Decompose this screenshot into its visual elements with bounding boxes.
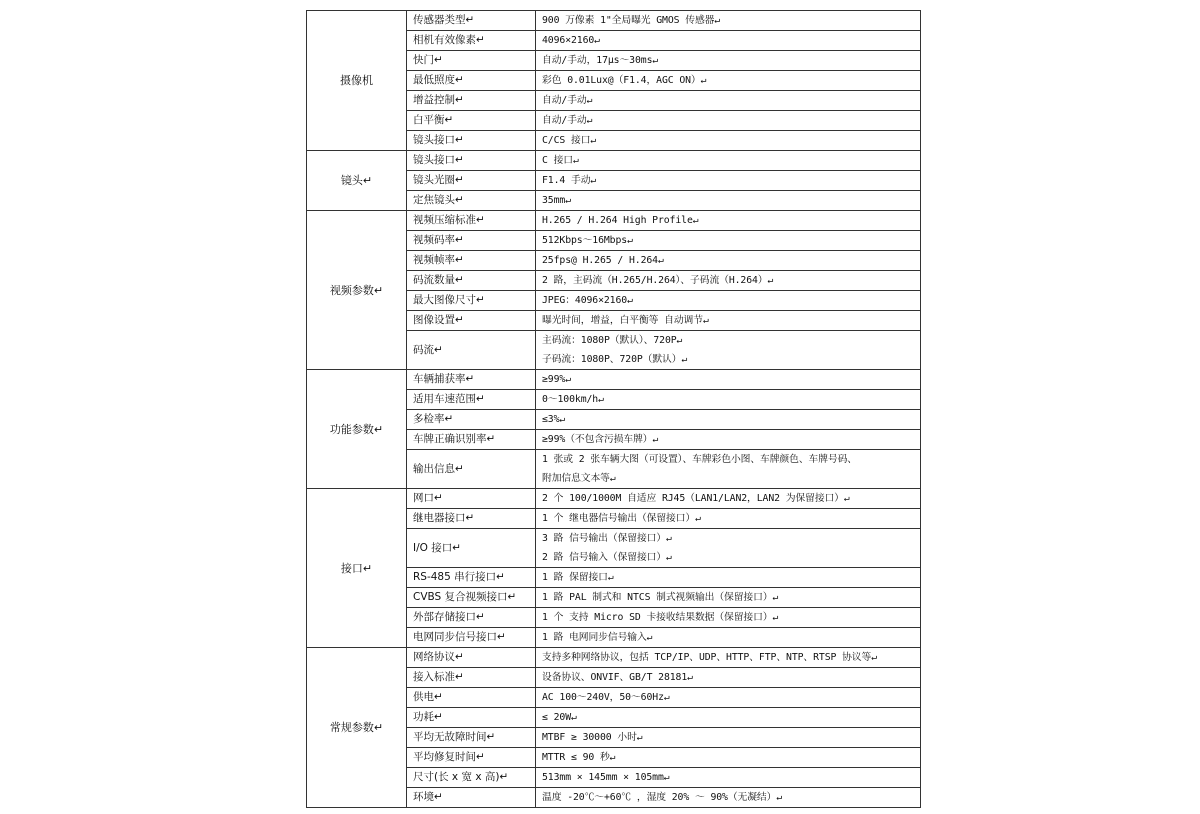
spec-row: [307, 11, 921, 31]
param-value: [536, 788, 921, 808]
param-name: 输出信息↵: [407, 450, 536, 489]
param-value: [536, 51, 921, 71]
spec-table: [306, 10, 921, 808]
param-name: 车辆捕获率↵: [407, 370, 536, 390]
param-value-line: 自动/手动↵: [542, 95, 593, 106]
param-name: 尺寸(长 x 宽 x 高)↵: [407, 768, 536, 788]
param-name: 多检率↵: [407, 410, 536, 430]
param-name: 视频压缩标准↵: [407, 211, 536, 231]
param-value-line: AC 100～240V，50～60Hz↵: [542, 692, 670, 703]
param-value: [536, 11, 921, 31]
param-value: [536, 430, 921, 450]
param-value-line: 3 路 信号输出（保留接口）↵: [542, 533, 672, 544]
param-value: [536, 91, 921, 111]
param-name: 适用车速范围↵: [407, 390, 536, 410]
param-name: 快门↵: [407, 51, 536, 71]
spec-row: [307, 648, 921, 668]
param-value: [536, 748, 921, 768]
param-value: [536, 568, 921, 588]
param-name: 视频码率↵: [407, 231, 536, 251]
param-name: 相机有效像素↵: [407, 31, 536, 51]
param-name: 白平衡↵: [407, 111, 536, 131]
param-name: 车牌正确识别率↵: [407, 430, 536, 450]
param-value-line: MTBF ≥ 30000 小时↵: [542, 732, 643, 743]
param-name: CVBS 复合视频接口↵: [407, 588, 536, 608]
param-value-line: ≤3%↵: [542, 414, 566, 425]
param-name: 镜头接口↵: [407, 131, 536, 151]
param-value: [536, 211, 921, 231]
param-value-line: 支持多种网络协议，包括 TCP/IP、UDP、HTTP、FTP、NTP、RTSP 协议等↵: [542, 652, 877, 663]
param-name: 平均无故障时间↵: [407, 728, 536, 748]
category-cell: 常规参数↵: [307, 648, 407, 808]
param-value-line: 1 路 电网同步信号输入↵: [542, 632, 653, 643]
param-value-line: C/CS 接口↵: [542, 135, 597, 146]
param-name: 接入标准↵: [407, 668, 536, 688]
param-value: [536, 311, 921, 331]
spec-row: [307, 370, 921, 390]
category-cell: 摄像机: [307, 11, 407, 151]
param-value: [536, 191, 921, 211]
param-value: [536, 171, 921, 191]
param-value-line: ≥99%↵: [542, 374, 571, 385]
spec-table-body: [307, 11, 921, 808]
param-value: [536, 410, 921, 430]
param-value-line: 25fps@ H.265 / H.264↵: [542, 255, 664, 266]
param-value-line: 4096×2160↵: [542, 35, 600, 46]
param-value: [536, 768, 921, 788]
param-value-line: 曝光时间，增益，白平衡等 自动调节↵: [542, 315, 709, 326]
param-name: 视频帧率↵: [407, 251, 536, 271]
param-value-line: 35mm↵: [542, 195, 571, 206]
param-value-line: 温度 -20℃～+60℃ ，湿度 20% ～ 90%（无凝结）↵: [542, 792, 783, 803]
param-value-line: 2 个 100/1000M 自适应 RJ45（LAN1/LAN2，LAN2 为保留接口）↵: [542, 493, 850, 504]
param-name: 平均修复时间↵: [407, 748, 536, 768]
param-value: [536, 628, 921, 648]
param-value: [536, 291, 921, 311]
param-value-line: 1 个 支持 Micro SD 卡接收结果数据（保留接口）↵: [542, 612, 779, 623]
param-value-line: 自动/手动↵: [542, 115, 593, 126]
param-value-line: 0～100km/h↵: [542, 394, 604, 405]
param-value-line: 设备协议、ONVIF、GB/T 28181↵: [542, 672, 693, 683]
param-name: 镜头光圈↵: [407, 171, 536, 191]
param-value: [536, 231, 921, 251]
param-value-line: 1 路 保留接口↵: [542, 572, 614, 583]
param-name: 定焦镜头↵: [407, 191, 536, 211]
param-value: [536, 728, 921, 748]
param-name: 传感器类型↵: [407, 11, 536, 31]
param-name: 环境↵: [407, 788, 536, 808]
param-value-line: 2 路，主码流（H.265/H.264）、子码流（H.264）↵: [542, 275, 774, 286]
param-name: 镜头接口↵: [407, 151, 536, 171]
param-name: 网络协议↵: [407, 648, 536, 668]
param-value-line: 513mm × 145mm × 105mm↵: [542, 772, 670, 783]
param-value: [536, 111, 921, 131]
param-value: [536, 648, 921, 668]
param-value-line: 附加信息文本等↵: [542, 473, 616, 484]
param-value: [536, 151, 921, 171]
param-value: [536, 608, 921, 628]
param-name: 图像设置↵: [407, 311, 536, 331]
spec-row: [307, 489, 921, 509]
param-value-line: 1 个 继电器信号输出（保留接口）↵: [542, 513, 701, 524]
param-value-line: 主码流：1080P（默认）、720P↵: [542, 335, 683, 346]
spec-row: [307, 211, 921, 231]
param-value-line: 2 路 信号输入（保留接口）↵: [542, 552, 672, 563]
param-value: [536, 390, 921, 410]
category-cell: 功能参数↵: [307, 370, 407, 489]
param-value-line: F1.4 手动↵: [542, 175, 597, 186]
param-name: 供电↵: [407, 688, 536, 708]
param-name: 功耗↵: [407, 708, 536, 728]
param-value: [536, 489, 921, 509]
param-name: 最低照度↵: [407, 71, 536, 91]
param-name: 电网同步信号接口↵: [407, 628, 536, 648]
param-value: [536, 688, 921, 708]
category-cell: 视频参数↵: [307, 211, 407, 370]
param-value-line: ≤ 20W↵: [542, 712, 577, 723]
param-value-line: 1 路 PAL 制式和 NTCS 制式视频输出（保留接口）↵: [542, 592, 779, 603]
param-value: [536, 588, 921, 608]
param-name: RS-485 串行接口↵: [407, 568, 536, 588]
param-value: [536, 131, 921, 151]
category-cell: 接口↵: [307, 489, 407, 648]
param-value-line: MTTR ≤ 90 秒↵: [542, 752, 616, 763]
param-value-line: C 接口↵: [542, 155, 579, 166]
param-value: [536, 71, 921, 91]
param-value-line: 900 万像素 1"全局曝光 GMOS 传感器↵: [542, 15, 721, 26]
param-value: [536, 708, 921, 728]
param-value: [536, 370, 921, 390]
param-name: 网口↵: [407, 489, 536, 509]
category-cell: 镜头↵: [307, 151, 407, 211]
param-value-line: 彩色 0.01Lux@（F1.4，AGC ON）↵: [542, 75, 707, 86]
param-name: 外部存储接口↵: [407, 608, 536, 628]
param-name: 码流数量↵: [407, 271, 536, 291]
param-value: [536, 668, 921, 688]
param-value: [536, 529, 921, 568]
param-name: 码流↵: [407, 331, 536, 370]
param-value-line: JPEG：4096×2160↵: [542, 295, 633, 306]
param-value: [536, 509, 921, 529]
param-value-line: 子码流：1080P、720P（默认）↵: [542, 354, 688, 365]
param-value-line: 1 张或 2 张车辆大图（可设置）、车牌彩色小图、车牌颜色、车牌号码、: [542, 454, 857, 465]
param-name: 最大图像尺寸↵: [407, 291, 536, 311]
param-value: [536, 251, 921, 271]
param-value-line: ≥99%（不包含污损车牌）↵: [542, 434, 659, 445]
param-value: [536, 271, 921, 291]
param-value-line: 512Kbps～16Mbps↵: [542, 235, 633, 246]
param-value: [536, 450, 921, 489]
param-name: I/O 接口↵: [407, 529, 536, 568]
spec-row: [307, 151, 921, 171]
param-name: 继电器接口↵: [407, 509, 536, 529]
param-name: 增益控制↵: [407, 91, 536, 111]
param-value: [536, 331, 921, 370]
param-value-line: 自动/手动，17μs～30ms↵: [542, 55, 659, 66]
param-value-line: H.265 / H.264 High Profile↵: [542, 215, 699, 226]
param-value: [536, 31, 921, 51]
